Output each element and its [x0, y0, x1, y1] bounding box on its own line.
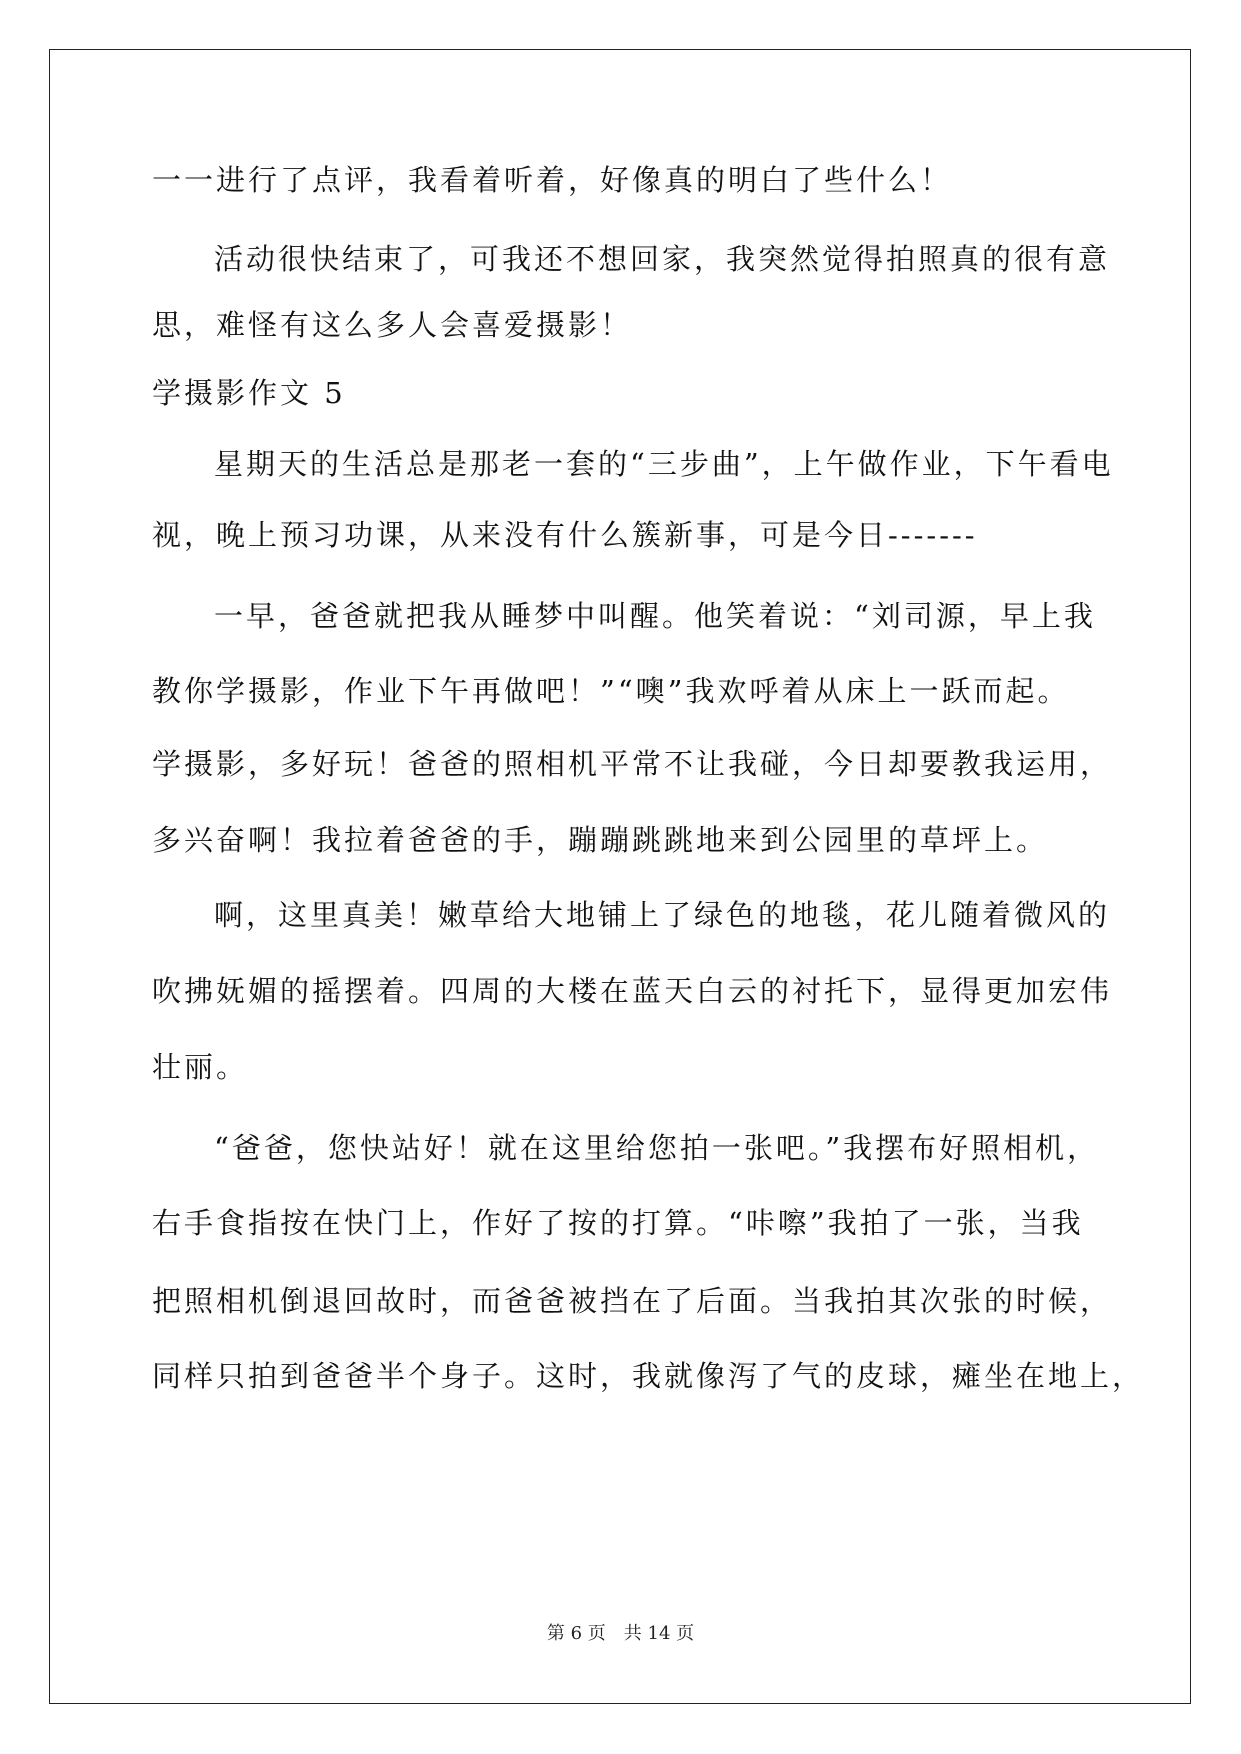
text-line: 壮丽。 [152, 1050, 249, 1084]
text-line: 学摄影，多好玩！爸爸的照相机平常不让我碰，今日却要教我运用， [152, 747, 1113, 781]
text-line: 吹拂妩媚的摇摆着。四周的大楼在蓝天白云的衬托下，显得更加宏伟 [152, 974, 1113, 1008]
text-line: 视，晚上预习功课，从来没有什么簇新事，可是今日------- [152, 518, 978, 552]
text-line: 多兴奋啊！我拉着爸爸的手，蹦蹦跳跳地来到公园里的草坪上。 [152, 823, 1049, 857]
page-number: 第 6 页 [546, 1623, 606, 1644]
text-line: “爸爸，您快站好！就在这里给您拍一张吧。”我摆布好照相机， [214, 1131, 1100, 1165]
text-line: 同样只拍到爸爸半个身子。这时，我就像泻了气的皮球，瘫坐在地上， [152, 1359, 1145, 1393]
text-line: 一一进行了点评，我看着听着，好像真的明白了些什么！ [152, 163, 953, 197]
page-total: 共 14 页 [623, 1623, 695, 1644]
page-footer [0, 1622, 1241, 1646]
text-line: 一早，爸爸就把我从睡梦中叫醒。他笑着说：“刘司源，早上我 [214, 599, 1096, 633]
text-line: 教你学摄影，作业下午再做吧！”“噢”我欢呼着从床上一跃而起。 [152, 674, 1070, 708]
text-line: 右手食指按在快门上，作好了按的打算。“咔嚓”我拍了一张，当我 [152, 1206, 1084, 1240]
text-line: 思，难怪有这么多人会喜爱摄影！ [152, 308, 633, 342]
section-heading: 学摄影作文 5 [152, 376, 346, 410]
text-line: 把照相机倒退回故时，而爸爸被挡在了后面。当我拍其次张的时候， [152, 1284, 1113, 1318]
text-line: 星期天的生活总是那老一套的“三步曲”，上午做作业，下午看电 [214, 447, 1114, 481]
text-line: 啊，这里真美！嫩草给大地铺上了绿色的地毯，花儿随着微风的 [214, 898, 1111, 932]
page-frame [49, 49, 1191, 1704]
text-line: 活动很快结束了，可我还不想回家，我突然觉得拍照真的很有意 [214, 242, 1111, 276]
